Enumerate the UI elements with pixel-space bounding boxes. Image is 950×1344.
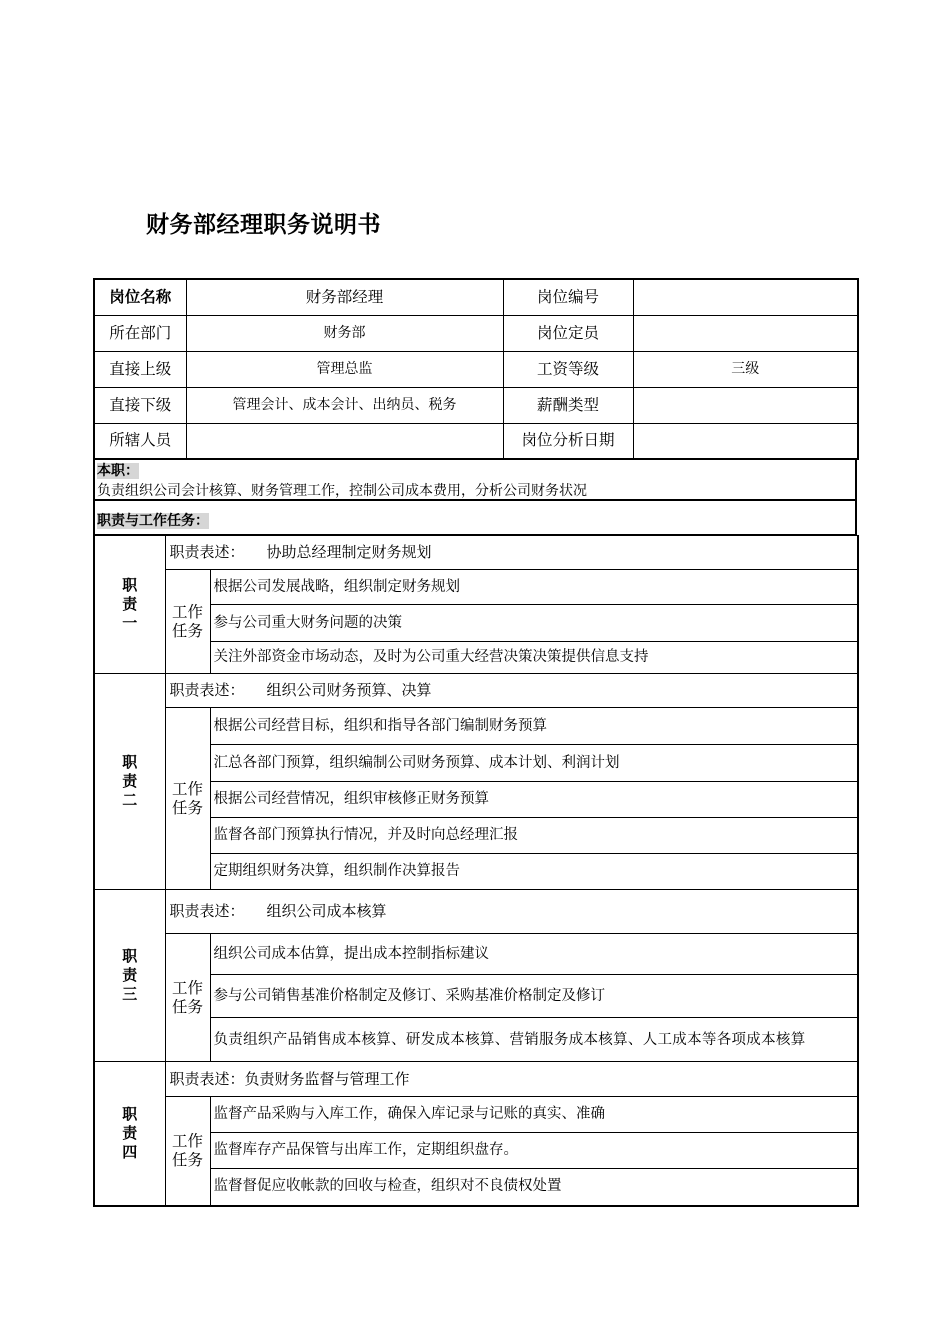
duties-table (93, 535, 859, 1207)
statement-text: 组织公司财务预算、决算 (266, 681, 432, 699)
info-value: 管理会计、成本会计、出纳员、税务 (186, 387, 503, 423)
document-title: 财务部经理职务说明书 (146, 212, 381, 238)
info-value: 财务部 (186, 315, 503, 351)
work-tasks-label-text: 工作任务 (172, 978, 204, 1016)
work-tasks-label-text: 工作任务 (172, 779, 204, 817)
statement-label: 职责表述： (169, 681, 245, 699)
duty-statement (165, 890, 858, 934)
duties-heading: 职责与工作任务： (97, 513, 209, 529)
task-item: 负责组织产品销售成本核算、研发成本核算、营销服务成本核算、人工成本等各项成本核算 (210, 1018, 858, 1062)
info-row (94, 387, 858, 423)
duty-label-text: 职责一 (122, 576, 138, 632)
task-item: 根据公司发展战略，组织制定财务规划 (210, 570, 858, 605)
duty-statement-row (94, 1062, 858, 1097)
statement-label: 职责表述： (169, 902, 245, 920)
work-tasks-label (165, 934, 210, 1062)
info-label: 所辖人员 (94, 423, 186, 459)
info-value (186, 423, 503, 459)
task-item: 监督各部门预算执行情况，并及时向总经理汇报 (210, 818, 858, 854)
info-value: 管理总监 (186, 351, 503, 387)
info-label: 所在部门 (94, 315, 186, 351)
task-item: 监督库存产品保管与出库工作，定期组织盘存。 (210, 1133, 858, 1169)
info-value (633, 315, 858, 351)
statement-text: 协助总经理制定财务规划 (266, 543, 432, 561)
duty-statement (165, 536, 858, 570)
info-row (94, 279, 858, 315)
info-label: 岗位名称 (94, 279, 186, 315)
task-item: 汇总各部门预算，组织编制公司财务预算、成本计划、利润计划 (210, 745, 858, 782)
duty-statement-row (94, 536, 858, 570)
job-info-table (93, 278, 859, 460)
statement-text: 负责财务监督与管理工作 (244, 1069, 410, 1088)
task-item: 参与公司重大财务问题的决策 (210, 605, 858, 642)
task-item: 根据公司经营目标，组织和指导各部门编制财务预算 (210, 708, 858, 745)
info-row (94, 315, 858, 351)
task-row (94, 708, 858, 745)
task-row (94, 570, 858, 605)
work-tasks-label-text: 工作任务 (172, 1131, 204, 1169)
work-tasks-label (165, 708, 210, 890)
info-row (94, 351, 858, 387)
work-tasks-label (165, 570, 210, 674)
statement-label: 职责表述： (169, 1069, 245, 1088)
task-item: 定期组织财务决算，组织制作决算报告 (210, 854, 858, 890)
info-label: 岗位编号 (503, 279, 633, 315)
duty-label (94, 674, 165, 890)
info-value (633, 423, 858, 459)
duty-statement (165, 674, 858, 708)
info-label: 岗位分析日期 (503, 423, 633, 459)
duty-statement-row (94, 890, 858, 934)
duty-label (94, 536, 165, 674)
task-item: 监督产品采购与入库工作，确保入库记录与记账的真实、准确 (210, 1097, 858, 1133)
info-row (94, 423, 858, 459)
duty-label-text: 职责三 (122, 947, 138, 1003)
info-value (633, 279, 858, 315)
work-tasks-label (165, 1097, 210, 1206)
info-value: 三级 (633, 351, 858, 387)
task-item: 组织公司成本估算，提出成本控制指标建议 (210, 934, 858, 975)
info-label: 直接上级 (94, 351, 186, 387)
task-item: 关注外部资金市场动态，及时为公司重大经营决策决策提供信息支持 (210, 642, 858, 674)
info-label: 岗位定员 (503, 315, 633, 351)
summary-text: 负责组织公司会计核算、财务管理工作，控制公司成本费用，分析公司财务状况 (97, 483, 587, 499)
duty-label (94, 1062, 165, 1206)
info-value (633, 387, 858, 423)
duty-label (94, 890, 165, 1062)
duty-label-text: 职责四 (122, 1104, 138, 1161)
duties-heading-row (93, 501, 857, 536)
statement-label: 职责表述： (169, 543, 245, 561)
task-item: 参与公司销售基准价格制定及修订、采购基准价格制定及修订 (210, 975, 858, 1018)
info-label: 薪酬类型 (503, 387, 633, 423)
info-label: 工资等级 (503, 351, 633, 387)
work-tasks-label-text: 工作任务 (172, 602, 204, 640)
statement-text: 组织公司成本核算 (266, 902, 387, 920)
info-label: 直接下级 (94, 387, 186, 423)
duty-statement (165, 1062, 858, 1097)
task-item: 监督督促应收帐款的回收与检查，组织对不良债权处置 (210, 1169, 858, 1206)
info-value: 财务部经理 (186, 279, 503, 315)
job-summary (93, 460, 857, 501)
task-item: 根据公司经营情况，组织审核修正财务预算 (210, 782, 858, 818)
task-row (94, 934, 858, 975)
task-row (94, 1097, 858, 1133)
duty-statement-row (94, 674, 858, 708)
duty-label-text: 职责二 (122, 753, 138, 809)
summary-heading: 本职： (97, 463, 139, 479)
